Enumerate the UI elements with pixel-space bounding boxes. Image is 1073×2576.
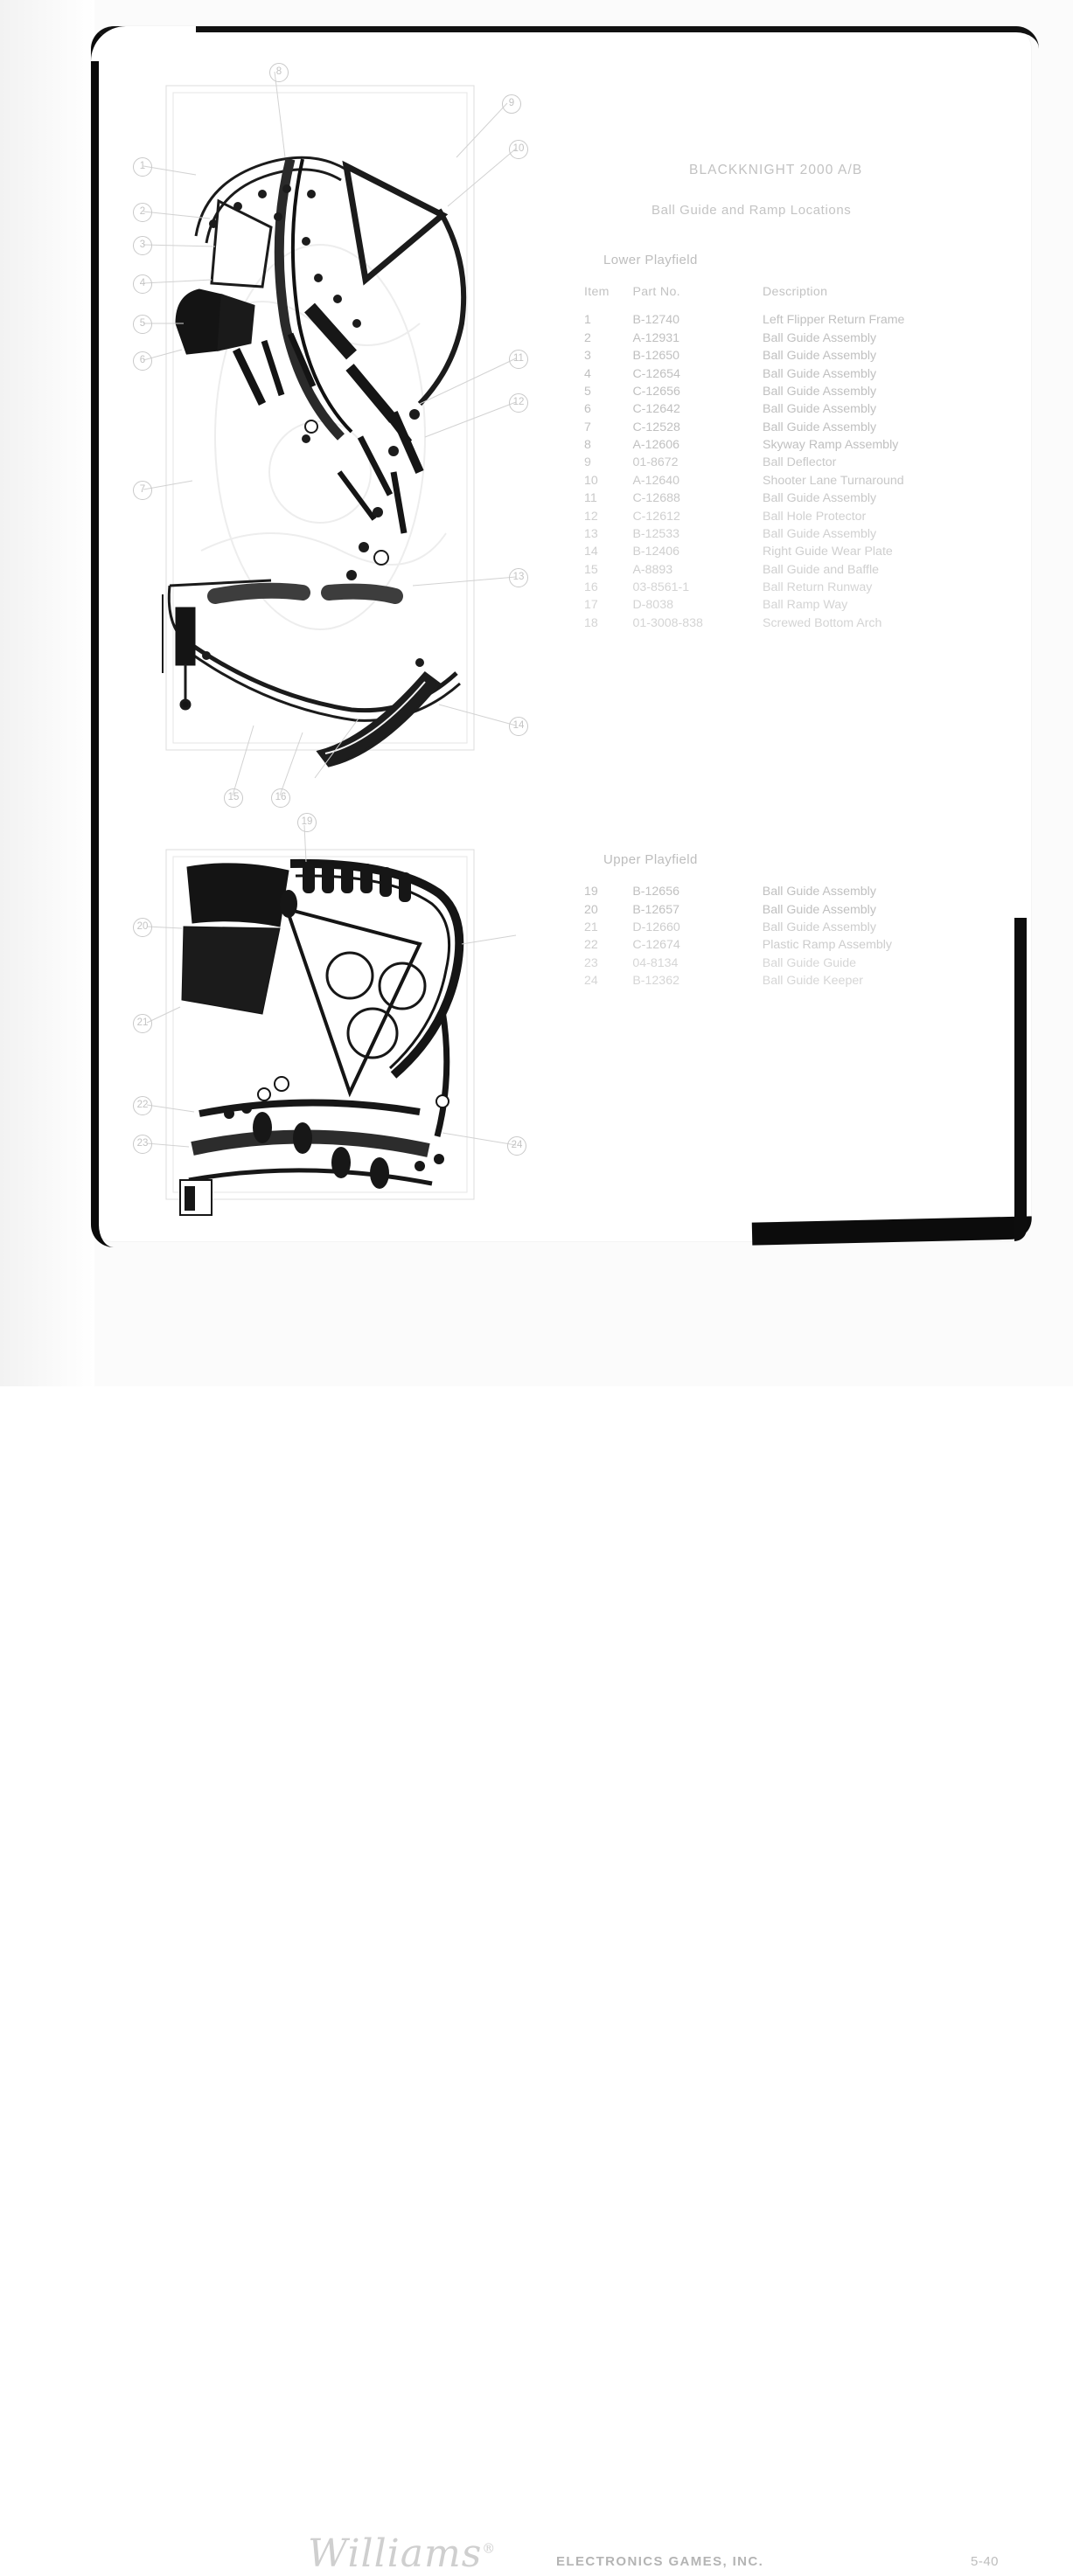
part-description-cell: Ball Guide Assembly (763, 420, 877, 434)
callout-bubble: 24 (507, 1136, 526, 1156)
part-item-cell: 22 (584, 938, 598, 953)
trademark-symbol: ® (482, 2540, 497, 2557)
part-description-cell: Ball Guide Assembly (762, 902, 876, 917)
part-number-cell: A-8893 (632, 562, 673, 577)
table-row (577, 330, 988, 347)
page-subtitle: Ball Guide and Ramp Locations (651, 203, 852, 218)
part-number-cell: C-12654 (632, 366, 680, 381)
part-description-cell: Ball Guide and Baffle (763, 562, 880, 577)
part-description-cell: Ball Guide Assembly (763, 402, 877, 417)
callout-bubble: 11 (509, 350, 528, 369)
part-description-cell: Ball Guide Assembly (763, 349, 877, 364)
table-row (577, 454, 988, 471)
part-number-cell: 03-8561-1 (632, 580, 690, 594)
part-number-cell: B-12740 (632, 313, 680, 328)
table-row (577, 472, 988, 490)
part-number-cell: C-12674 (632, 938, 680, 953)
table-row (577, 525, 988, 543)
callout-bubble: 2 (133, 203, 152, 222)
callout-bubble: 15 (224, 788, 243, 808)
part-item-cell: 18 (584, 615, 598, 630)
part-item-cell: 7 (584, 420, 591, 434)
part-number-cell: A-12931 (632, 330, 680, 345)
part-item-cell: 10 (584, 473, 598, 488)
part-item-cell: 12 (584, 509, 598, 524)
part-description-cell: Left Flipper Return Frame (763, 313, 905, 328)
part-description-cell: Ball Guide Assembly (763, 330, 877, 345)
table-row (577, 614, 988, 632)
lower-playfield-diagram (131, 61, 542, 830)
part-item-cell: 15 (584, 562, 598, 577)
scan-gutter-shadow (0, 0, 94, 1386)
part-number-cell: B-12406 (632, 545, 680, 559)
part-number-cell: 01-3008-838 (632, 615, 703, 630)
part-number-cell: B-12533 (632, 526, 680, 541)
callout-bubble: 5 (133, 315, 152, 334)
upper-parts-section (577, 852, 988, 989)
table-row (577, 955, 988, 972)
table-row (577, 400, 988, 418)
footer-company-name: ELECTRONICS GAMES, INC. (556, 2554, 764, 2569)
part-number-cell: C-12612 (632, 509, 680, 524)
part-description-cell: Ball Return Runway (763, 580, 873, 594)
upper-playfield-parts-table (577, 883, 988, 989)
table-row (577, 883, 988, 900)
part-number-cell: B-12656 (632, 885, 679, 899)
part-item-cell: 9 (584, 455, 591, 470)
callout-bubble: 4 (133, 274, 152, 294)
part-item-cell: 19 (584, 885, 598, 899)
callout-bubble: 9 (502, 94, 521, 114)
part-item-cell: 2 (584, 330, 591, 345)
section-title-upper: Upper Playfield (603, 852, 698, 867)
table-row (577, 418, 988, 435)
table-row (577, 579, 988, 596)
part-description-cell: Ball Guide Guide (762, 955, 857, 970)
part-item-cell: 3 (584, 349, 591, 364)
table-row (577, 507, 988, 524)
part-item-cell: 1 (584, 313, 591, 328)
lower-playfield-parts-table (577, 283, 988, 632)
callout-bubble: 10 (509, 140, 528, 159)
table-row (577, 347, 988, 365)
table-row (577, 596, 988, 614)
table-row (577, 365, 988, 382)
callout-bubble: 7 (133, 481, 152, 500)
part-item-cell: 14 (584, 545, 598, 559)
part-description-cell: Ball Ramp Way (763, 598, 848, 613)
part-description-cell: Ball Guide Assembly (763, 526, 877, 541)
parts-text-column (577, 163, 988, 632)
part-number-cell: C-12642 (632, 402, 680, 417)
part-description-cell: Ball Guide Assembly (763, 366, 877, 381)
callout-bubble: 1 (133, 157, 152, 177)
callout-bubble: 20 (133, 918, 152, 937)
part-number-cell: A-12606 (632, 438, 680, 452)
brand-name: Williams (308, 2531, 483, 2576)
part-description-cell: Ball Hole Protector (763, 509, 867, 524)
part-item-cell: 8 (584, 438, 591, 452)
part-number-cell: D-8038 (632, 598, 673, 613)
part-description-cell: Ball Guide Assembly (762, 920, 876, 934)
callout-bubble: 23 (133, 1135, 152, 1154)
part-description-cell: Screwed Bottom Arch (763, 615, 882, 630)
upper-playfield-diagram (131, 813, 542, 1250)
table-row (577, 543, 988, 560)
table-row (577, 490, 988, 507)
part-number-cell: C-12656 (632, 384, 680, 399)
part-item-cell: 21 (584, 920, 598, 934)
part-number-cell: C-12528 (632, 420, 680, 434)
part-item-cell: 4 (584, 366, 591, 381)
part-item-cell: 11 (584, 491, 597, 506)
callout-bubble: 14 (509, 717, 528, 736)
table-row (577, 311, 988, 329)
part-description-cell: Plastic Ramp Assembly (762, 938, 893, 953)
callout-bubble: 13 (509, 568, 528, 587)
part-item-cell: 20 (584, 902, 598, 917)
section-title-lower: Lower Playfield (603, 253, 698, 267)
part-number-cell: B-12362 (632, 974, 679, 989)
part-number-cell: 01-8672 (632, 455, 679, 470)
page-number: 5-40 (971, 2554, 1000, 2569)
part-description-cell: Right Guide Wear Plate (763, 545, 893, 559)
part-number-cell: C-12688 (632, 491, 680, 506)
table-row (577, 900, 988, 918)
callout-bubble: 16 (271, 788, 290, 808)
column-header-description: Description (763, 285, 828, 300)
page-edge-right (1014, 918, 1027, 1241)
table-header-row (577, 283, 988, 311)
part-item-cell: 23 (584, 955, 598, 970)
part-number-cell: A-12640 (632, 473, 680, 488)
callout-bubble: 3 (133, 236, 152, 255)
callout-bubble: 21 (133, 1014, 152, 1033)
part-description-cell: Shooter Lane Turnaround (763, 473, 904, 488)
page-corner-cut (91, 26, 196, 61)
part-item-cell: 24 (584, 974, 598, 989)
callout-bubble: 22 (133, 1096, 152, 1115)
part-number-cell: B-12657 (632, 902, 679, 917)
williams-logo (308, 2531, 496, 2576)
part-description-cell: Ball Guide Assembly (762, 885, 876, 899)
callout-bubble: 12 (509, 393, 528, 413)
part-number-cell: B-12650 (632, 349, 680, 364)
part-item-cell: 13 (584, 526, 598, 541)
callout-bubble: 8 (269, 63, 289, 82)
part-number-cell: 04-8134 (632, 955, 679, 970)
page-title: BLACKKNIGHT 2000 A/B (689, 163, 863, 177)
part-item-cell: 6 (584, 402, 591, 417)
table-row (577, 936, 988, 954)
table-row (577, 972, 988, 989)
table-row (577, 560, 988, 578)
column-header-item: Item (584, 285, 610, 300)
part-description-cell: Ball Guide Keeper (762, 974, 863, 989)
part-description-cell: Ball Guide Assembly (763, 491, 877, 506)
table-row (577, 383, 988, 400)
part-item-cell: 17 (584, 598, 598, 613)
part-number-cell: D-12660 (632, 920, 680, 934)
table-row (577, 919, 988, 936)
part-description-cell: Ball Deflector (763, 455, 837, 470)
page-footer (0, 1266, 1073, 2576)
callout-bubble: 6 (133, 351, 152, 371)
part-description-cell: Skyway Ramp Assembly (763, 438, 899, 452)
callout-bubble: 19 (297, 813, 317, 832)
part-description-cell: Ball Guide Assembly (763, 384, 877, 399)
table-row (577, 436, 988, 454)
part-item-cell: 5 (584, 384, 591, 399)
column-header-part-no: Part No. (632, 285, 680, 300)
part-item-cell: 16 (584, 580, 598, 594)
